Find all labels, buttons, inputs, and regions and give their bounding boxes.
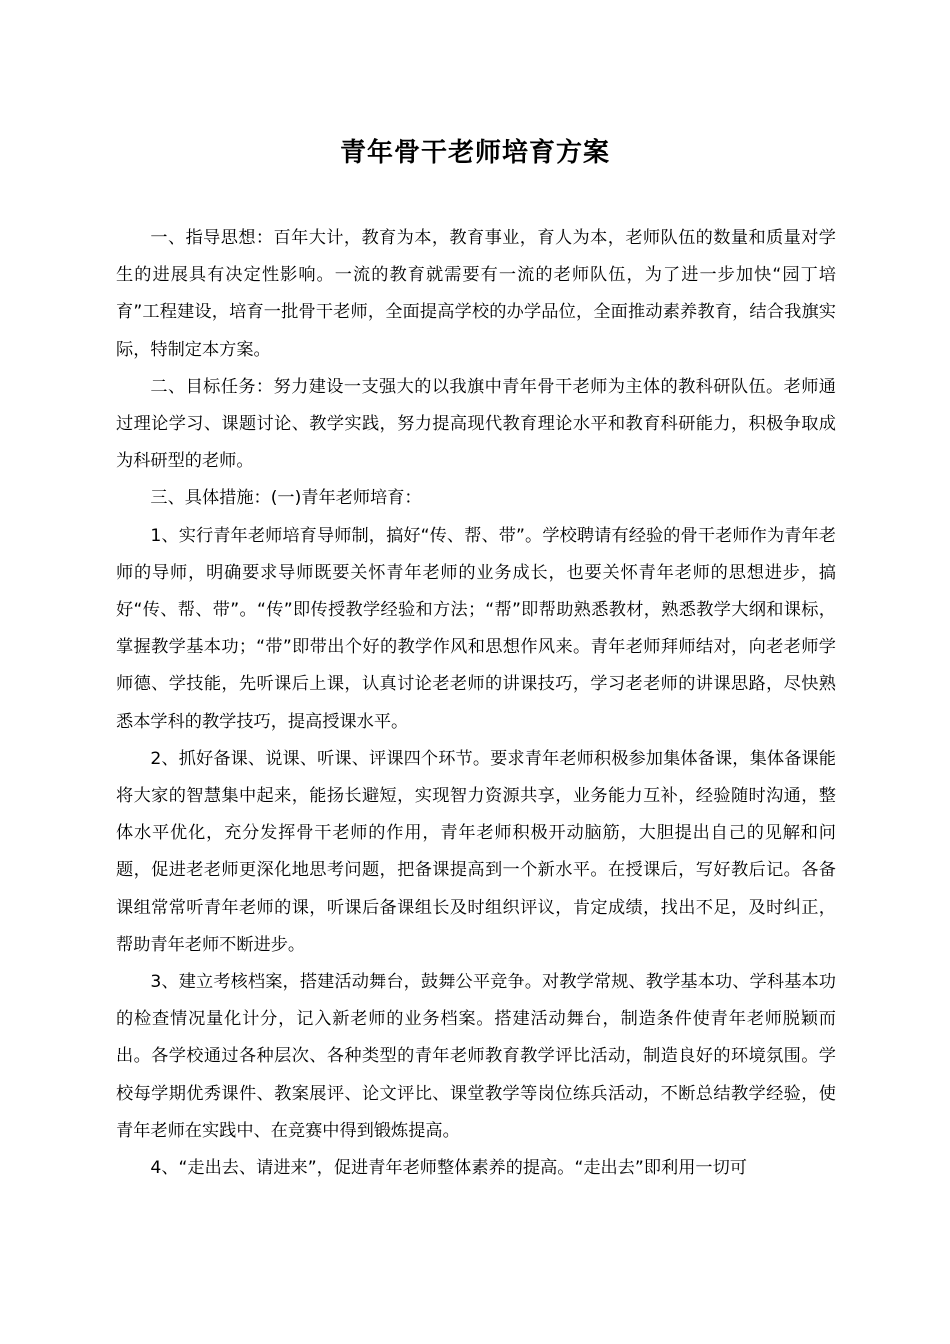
paragraph-measure-2: 2、抓好备课、说课、听课、评课四个环节。要求青年老师积极参加集体备课，集体备课能将大家的智慧集中起来，能扬长避短，实现智力资源共享，业务能力互补，经验随时沟通，整体水平优化，充分发挥骨干老师的作用，青年老师积极开动脑筋，大胆提出自己的见解和问题，促进老老师更深化地思考问题，把备课提高到一个新水平。在授课后，写好教后记。各备课组常常听青年老师的课，听课后备课组长及时组织评议，肯定成绩，找出不足，及时纠正，帮助青年老师不断进步。: [116, 748, 836, 955]
paragraph-guiding-ideology: 一、指导思想：百年大计，教育为本，教育事业，育人为本，老师队伍的数量和质量对学生的进展具有决定性影响。一流的教育就需要有一流的老师队伍，为了进一步加快“园丁培育”工程建设，培育一批骨干老师，全面提高学校的办学品位，全面推动素养教育，结合我旗实际，特制定本方案。: [116, 228, 836, 360]
document-title: 青年骨干老师培育方案: [339, 138, 610, 168]
document-body: [116, 220, 836, 1187]
paragraph-goals: 二、目标任务：努力建设一支强大的以我旗中青年骨干老师为主体的教科研队伍。老师通过理论学习、课题讨论、教学实践，努力提高现代教育理论水平和教育科研能力，积极争取成为科研型的老师。: [116, 376, 836, 472]
paragraph-measure-3: 3、建立考核档案，搭建活动舞台，鼓舞公平竞争。对教学常规、教学基本功、学科基本功的检查情况量化计分，记入新老师的业务档案。搭建活动舞台，制造条件使青年老师脱颖而出。各学校通过各种层次、各种类型的青年老师教育教学评比活动，制造良好的环境氛围。学校每学期优秀课件、教案展评、论文评比、课堂教学等岗位练兵活动，不断总结教学经验，使青年老师在实践中、在竞赛中得到锻炼提高。: [116, 972, 836, 1141]
paragraph-measure-4: 4、“走出去、请进来”，促进青年老师整体素养的提高。“走出去”即利用一切可: [150, 1158, 747, 1179]
paragraph-measure-1: 1、实行青年老师培育导师制，搞好“传、帮、带”。学校聘请有经验的骨干老师作为青年老师的导师，明确要求导师既要关怀青年老师的业务成长，也要关怀青年老师的思想进步，搞好“传、帮、带”。“传”即传授教学经验和方法；“帮”即帮助熟悉教材，熟悉教学大纲和课标，掌握教学基本功；“带”即带出个好的教学作风和思想作风来。青年老师拜师结对，向老老师学师德、学技能，先听课后上课，认真讨论老老师的讲课技巧，学习老老师的讲课思路，尽快熟悉本学科的教学技巧，提高授课水平。: [116, 525, 836, 732]
paragraph-measures-heading: 三、具体措施：(一)青年老师培育：: [150, 488, 422, 509]
